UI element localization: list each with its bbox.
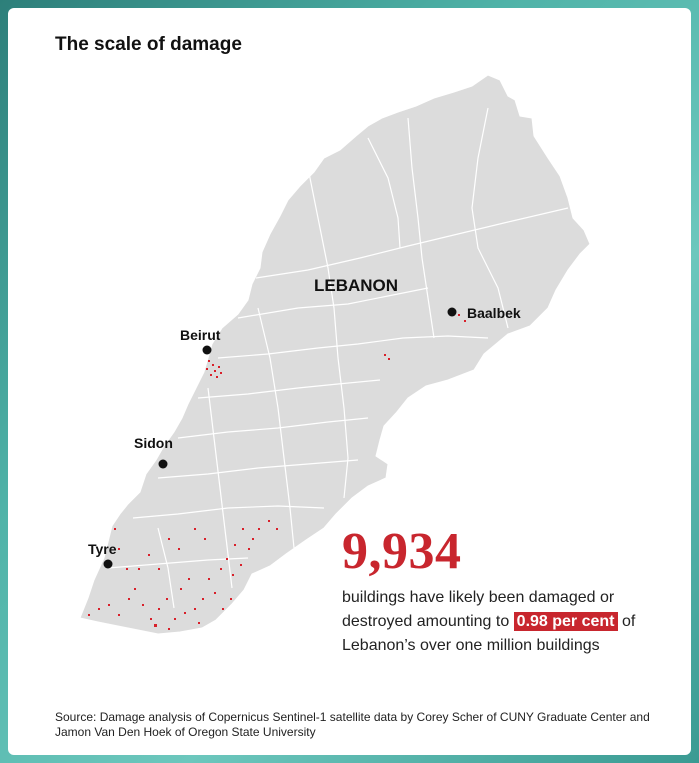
damage-text-after: of Lebanon’s over one million buildings bbox=[342, 613, 636, 654]
city-marker-beirut bbox=[203, 346, 212, 355]
damage-percent-highlight: 0.98 per cent bbox=[514, 612, 618, 631]
city-label-sidon: Sidon bbox=[134, 435, 173, 451]
city-marker-sidon bbox=[159, 460, 168, 469]
damage-stat bbox=[342, 523, 662, 658]
source-note: Source: Damage analysis of Copernicus Sentinel-1 satellite data by Corey Scher of CUNY Graduate Center and Jamon Van Den Hoek of Oregon State University bbox=[55, 710, 650, 739]
damage-text-before: buildings have likely been damaged or destroyed amounting to bbox=[342, 589, 615, 630]
city-marker-baalbek bbox=[448, 308, 457, 317]
damage-count: 9,934 bbox=[342, 523, 462, 580]
infographic-card bbox=[8, 8, 691, 755]
page-title: The scale of damage bbox=[55, 34, 242, 55]
city-label-baalbek: Baalbek bbox=[467, 305, 521, 321]
country-label: LEBANON bbox=[314, 276, 399, 295]
damage-description bbox=[342, 586, 662, 658]
city-label-tyre: Tyre bbox=[88, 541, 117, 557]
city-label-beirut: Beirut bbox=[180, 327, 221, 343]
city-marker-tyre bbox=[104, 560, 113, 569]
